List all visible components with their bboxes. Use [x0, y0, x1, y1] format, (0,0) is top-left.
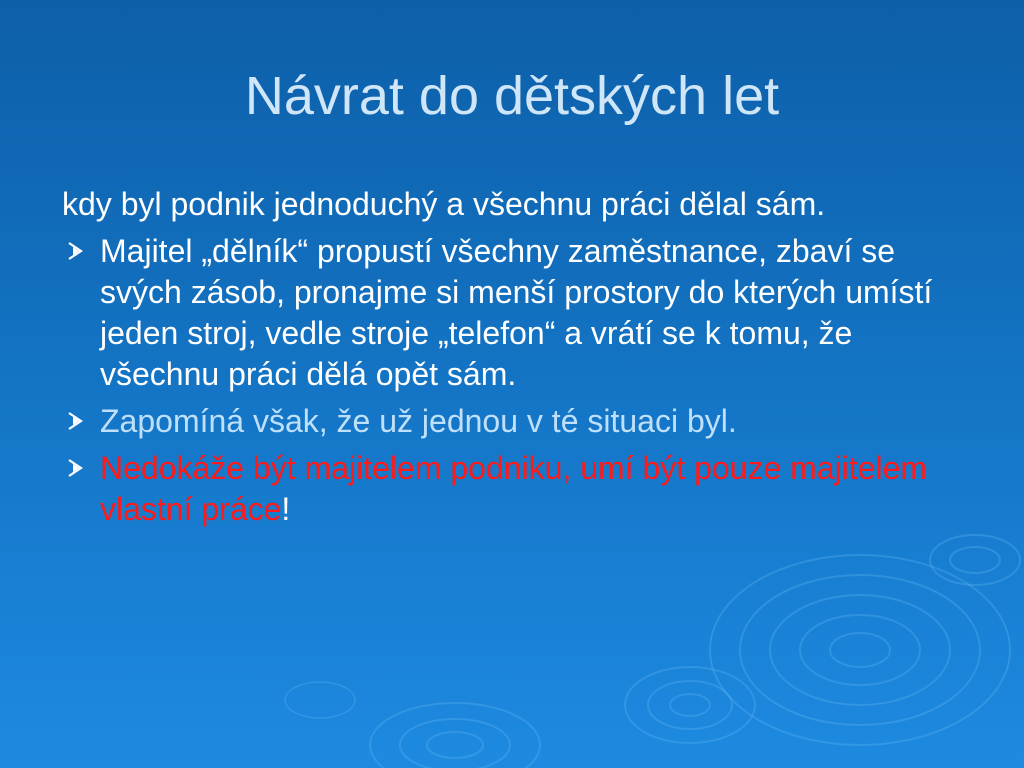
slide-title: Návrat do dětských let: [244, 66, 780, 126]
intro-text: kdy byl podnik jednoduchý a všechnu práci dělal sám.: [62, 186, 826, 222]
list-item-intro: [62, 184, 962, 225]
forgets-text: Zapomíná však, že už jednou v té situaci byl.: [100, 403, 737, 439]
arrow-bullet-icon: [64, 456, 88, 480]
arrow-bullet-icon: [64, 409, 88, 433]
list-item-forgets: [62, 401, 962, 442]
arrow-bullet-icon: [64, 239, 88, 263]
bullet-list: [62, 184, 962, 536]
cannot-text: Nedokáže být majitelem podniku, umí být pouze majitelem vlastní práce: [100, 450, 928, 527]
list-item-cannot: [62, 448, 962, 530]
exclamation-mark: !: [281, 491, 291, 527]
list-item-owner: [62, 231, 962, 395]
owner-text: Majitel „dělník“ propustí všechny zaměstnance, zbaví se svých zásob, pronajme si menší prostory do kterých umístí jeden stroj, vedle stroje „telefon“ a vrátí se k tomu, že všechnu práci dělá opět sám.: [100, 233, 933, 392]
